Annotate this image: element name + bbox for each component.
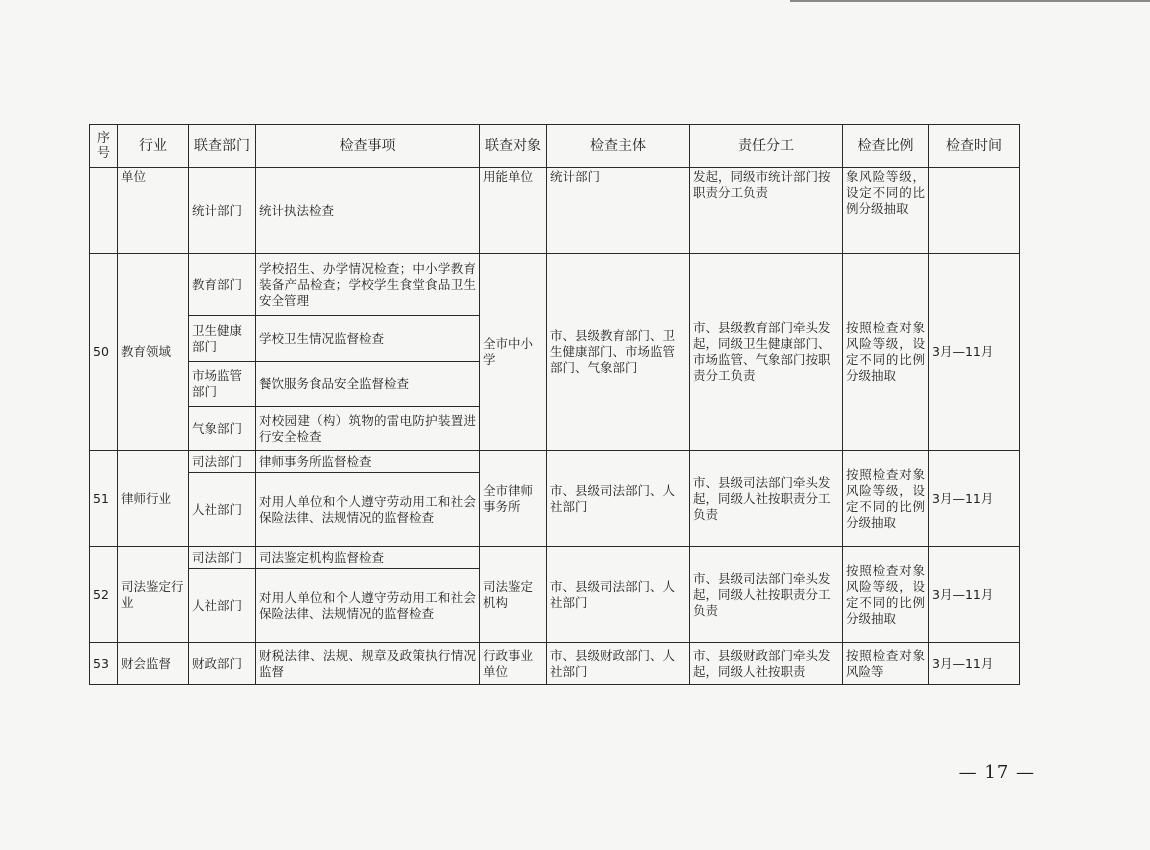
table-row (90, 451, 1020, 473)
cell-ratio: 象风险等级，设定不同的比例分级抽取 (843, 168, 929, 254)
header-time: 检查时间 (929, 125, 1020, 168)
page-number: — 17 — (958, 762, 1035, 783)
cell-items: 对用人单位和个人遵守劳动用工和社会保险法律、法规情况的监督检查 (256, 473, 480, 547)
cell-time: 3月—11月 (929, 451, 1020, 547)
header-industry: 行业 (118, 125, 189, 168)
cell-dept: 统计部门 (189, 168, 256, 254)
cell-time (929, 168, 1020, 254)
cell-subject: 市、县级财政部门、人社部门 (547, 643, 690, 685)
cell-items: 对校园建（构）筑物的雷电防护装置进行安全检查 (256, 407, 480, 451)
cell-seq (90, 168, 118, 254)
cell-items: 餐饮服务食品安全监督检查 (256, 362, 480, 407)
cell-target: 司法鉴定机构 (480, 547, 547, 643)
cell-seq: 52 (90, 547, 118, 643)
cell-dept: 司法部门 (189, 547, 256, 569)
cell-duty: 市、县级司法部门牵头发起，同级人社按职责分工负责 (690, 547, 843, 643)
cell-industry: 律师行业 (118, 451, 189, 547)
inspection-table (89, 124, 1020, 685)
header-ratio: 检查比例 (843, 125, 929, 168)
cell-seq: 50 (90, 254, 118, 451)
cell-ratio: 按照检查对象风险等级，设定不同的比例分级抽取 (843, 451, 929, 547)
cell-duty: 发起，同级市统计部门按职责分工负责 (690, 168, 843, 254)
top-edge-line (790, 0, 1150, 2)
cell-subject: 市、县级司法部门、人社部门 (547, 547, 690, 643)
cell-duty: 市、县级教育部门牵头发起，同级卫生健康部门、市场监管、气象部门按职责分工负责 (690, 254, 843, 451)
cell-subject: 统计部门 (547, 168, 690, 254)
cell-industry: 司法鉴定行业 (118, 547, 189, 643)
cell-duty: 市、县级司法部门牵头发起，同级人社按职责分工负责 (690, 451, 843, 547)
cell-seq: 53 (90, 643, 118, 685)
cell-dept: 气象部门 (189, 407, 256, 451)
header-subject: 检查主体 (547, 125, 690, 168)
table-row (90, 254, 1020, 316)
table-header-row (90, 125, 1020, 168)
cell-industry: 单位 (118, 168, 189, 254)
cell-ratio: 按照检查对象风险等级，设定不同的比例分级抽取 (843, 547, 929, 643)
cell-time: 3月—11月 (929, 643, 1020, 685)
table-row (90, 168, 1020, 254)
header-target: 联查对象 (480, 125, 547, 168)
cell-items: 司法鉴定机构监督检查 (256, 547, 480, 569)
header-seq: 序号 (90, 125, 118, 168)
cell-items: 学校卫生情况监督检查 (256, 316, 480, 362)
cell-dept: 教育部门 (189, 254, 256, 316)
cell-dept: 卫生健康部门 (189, 316, 256, 362)
cell-target: 行政事业单位 (480, 643, 547, 685)
table-row (90, 547, 1020, 569)
cell-dept: 财政部门 (189, 643, 256, 685)
cell-duty: 市、县级财政部门牵头发起，同级人社按职责 (690, 643, 843, 685)
cell-dept: 市场监管部门 (189, 362, 256, 407)
cell-target: 用能单位 (480, 168, 547, 254)
cell-subject: 市、县级教育部门、卫生健康部门、市场监管部门、气象部门 (547, 254, 690, 451)
cell-dept: 司法部门 (189, 451, 256, 473)
cell-target: 全市中小学 (480, 254, 547, 451)
cell-seq: 51 (90, 451, 118, 547)
header-items: 检查事项 (256, 125, 480, 168)
header-dept: 联查部门 (189, 125, 256, 168)
cell-items: 学校招生、办学情况检查；中小学教育装备产品检查；学校学生食堂食品卫生安全管理 (256, 254, 480, 316)
cell-target: 全市律师事务所 (480, 451, 547, 547)
table-row (90, 643, 1020, 685)
header-duty: 责任分工 (690, 125, 843, 168)
cell-ratio: 按照检查对象风险等级，设定不同的比例分级抽取 (843, 254, 929, 451)
cell-industry: 财会监督 (118, 643, 189, 685)
cell-items: 律师事务所监督检查 (256, 451, 480, 473)
cell-ratio: 按照检查对象风险等 (843, 643, 929, 685)
cell-time: 3月—11月 (929, 547, 1020, 643)
cell-items: 统计执法检查 (256, 168, 480, 254)
cell-subject: 市、县级司法部门、人社部门 (547, 451, 690, 547)
cell-industry: 教育领域 (118, 254, 189, 451)
cell-time: 3月—11月 (929, 254, 1020, 451)
cell-dept: 人社部门 (189, 473, 256, 547)
cell-dept: 人社部门 (189, 569, 256, 643)
cell-items: 财税法律、法规、规章及政策执行情况监督 (256, 643, 480, 685)
cell-items: 对用人单位和个人遵守劳动用工和社会保险法律、法规情况的监督检查 (256, 569, 480, 643)
